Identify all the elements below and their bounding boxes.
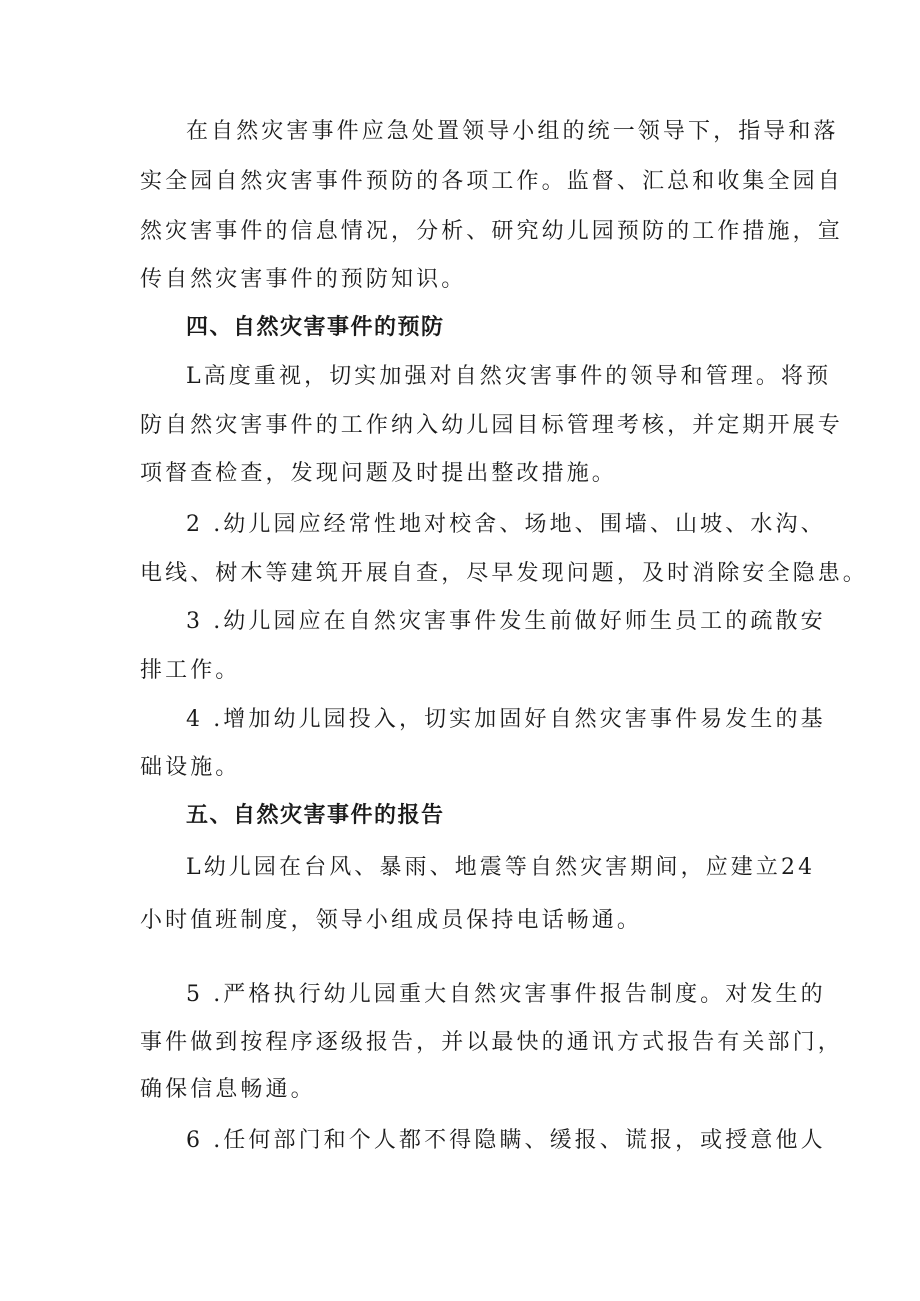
paragraph-line: 在自然灾害事件应急处置领导小组的统一领导下，指导和落 [186,119,839,144]
paragraph-line: 实全园自然灾害事件预防的各项工作。监督、汇总和收集全园自 [140,169,843,194]
paragraph-line: 排工作。 [140,658,241,683]
paragraph-line: 小时值班制度，领导小组成员保持电话畅通。 [140,908,643,933]
paragraph-line: L幼儿园在台风、暴雨、地震等自然灾害期间，应建立24 [186,855,816,880]
paragraph-line: 2 .幼儿园应经常性地对校舍、场地、围墙、山坡、水沟、 [186,512,826,537]
paragraph-line: 础设施。 [140,755,241,780]
paragraph-line: 5 .严格执行幼儿园重大自然灾害事件报告制度。对发生的 [186,982,826,1007]
paragraph-line: 确保信息畅通。 [140,1077,316,1102]
paragraph-line: 6 .任何部门和个人都不得隐瞒、缓报、谎报，或授意他人 [186,1128,826,1153]
paragraph-line: 4 .增加幼儿园投入，切实加固好自然灾害事件易发生的基 [186,707,826,732]
paragraph-line: 防自然灾害事件的工作纳入幼儿园目标管理考核，并定期开展专 [140,413,843,438]
paragraph-line: 项督查检查，发现问题及时提出整改措施。 [140,461,617,486]
section-heading: 五、自然灾害事件的报告 [186,803,445,828]
paragraph-line: 事件做到按程序逐级报告，并以最快的通讯方式报告有关部门， [140,1030,843,1055]
paragraph-line: 电线、树木等建筑开展自查，尽早发现问题，及时消除安全隐患。 [140,561,868,586]
paragraph-line: 传自然灾害事件的预防知识。 [140,267,467,292]
paragraph-line: 3 .幼儿园应在自然灾害事件发生前做好师生员工的疏散安 [186,609,826,634]
section-heading: 四、自然灾害事件的预防 [186,315,445,340]
paragraph-line: 然灾害事件的信息情况，分析、研究幼儿园预防的工作措施，宣 [140,219,843,244]
paragraph-line: L高度重视，切实加强对自然灾害事件的领导和管理。将预 [186,364,832,389]
